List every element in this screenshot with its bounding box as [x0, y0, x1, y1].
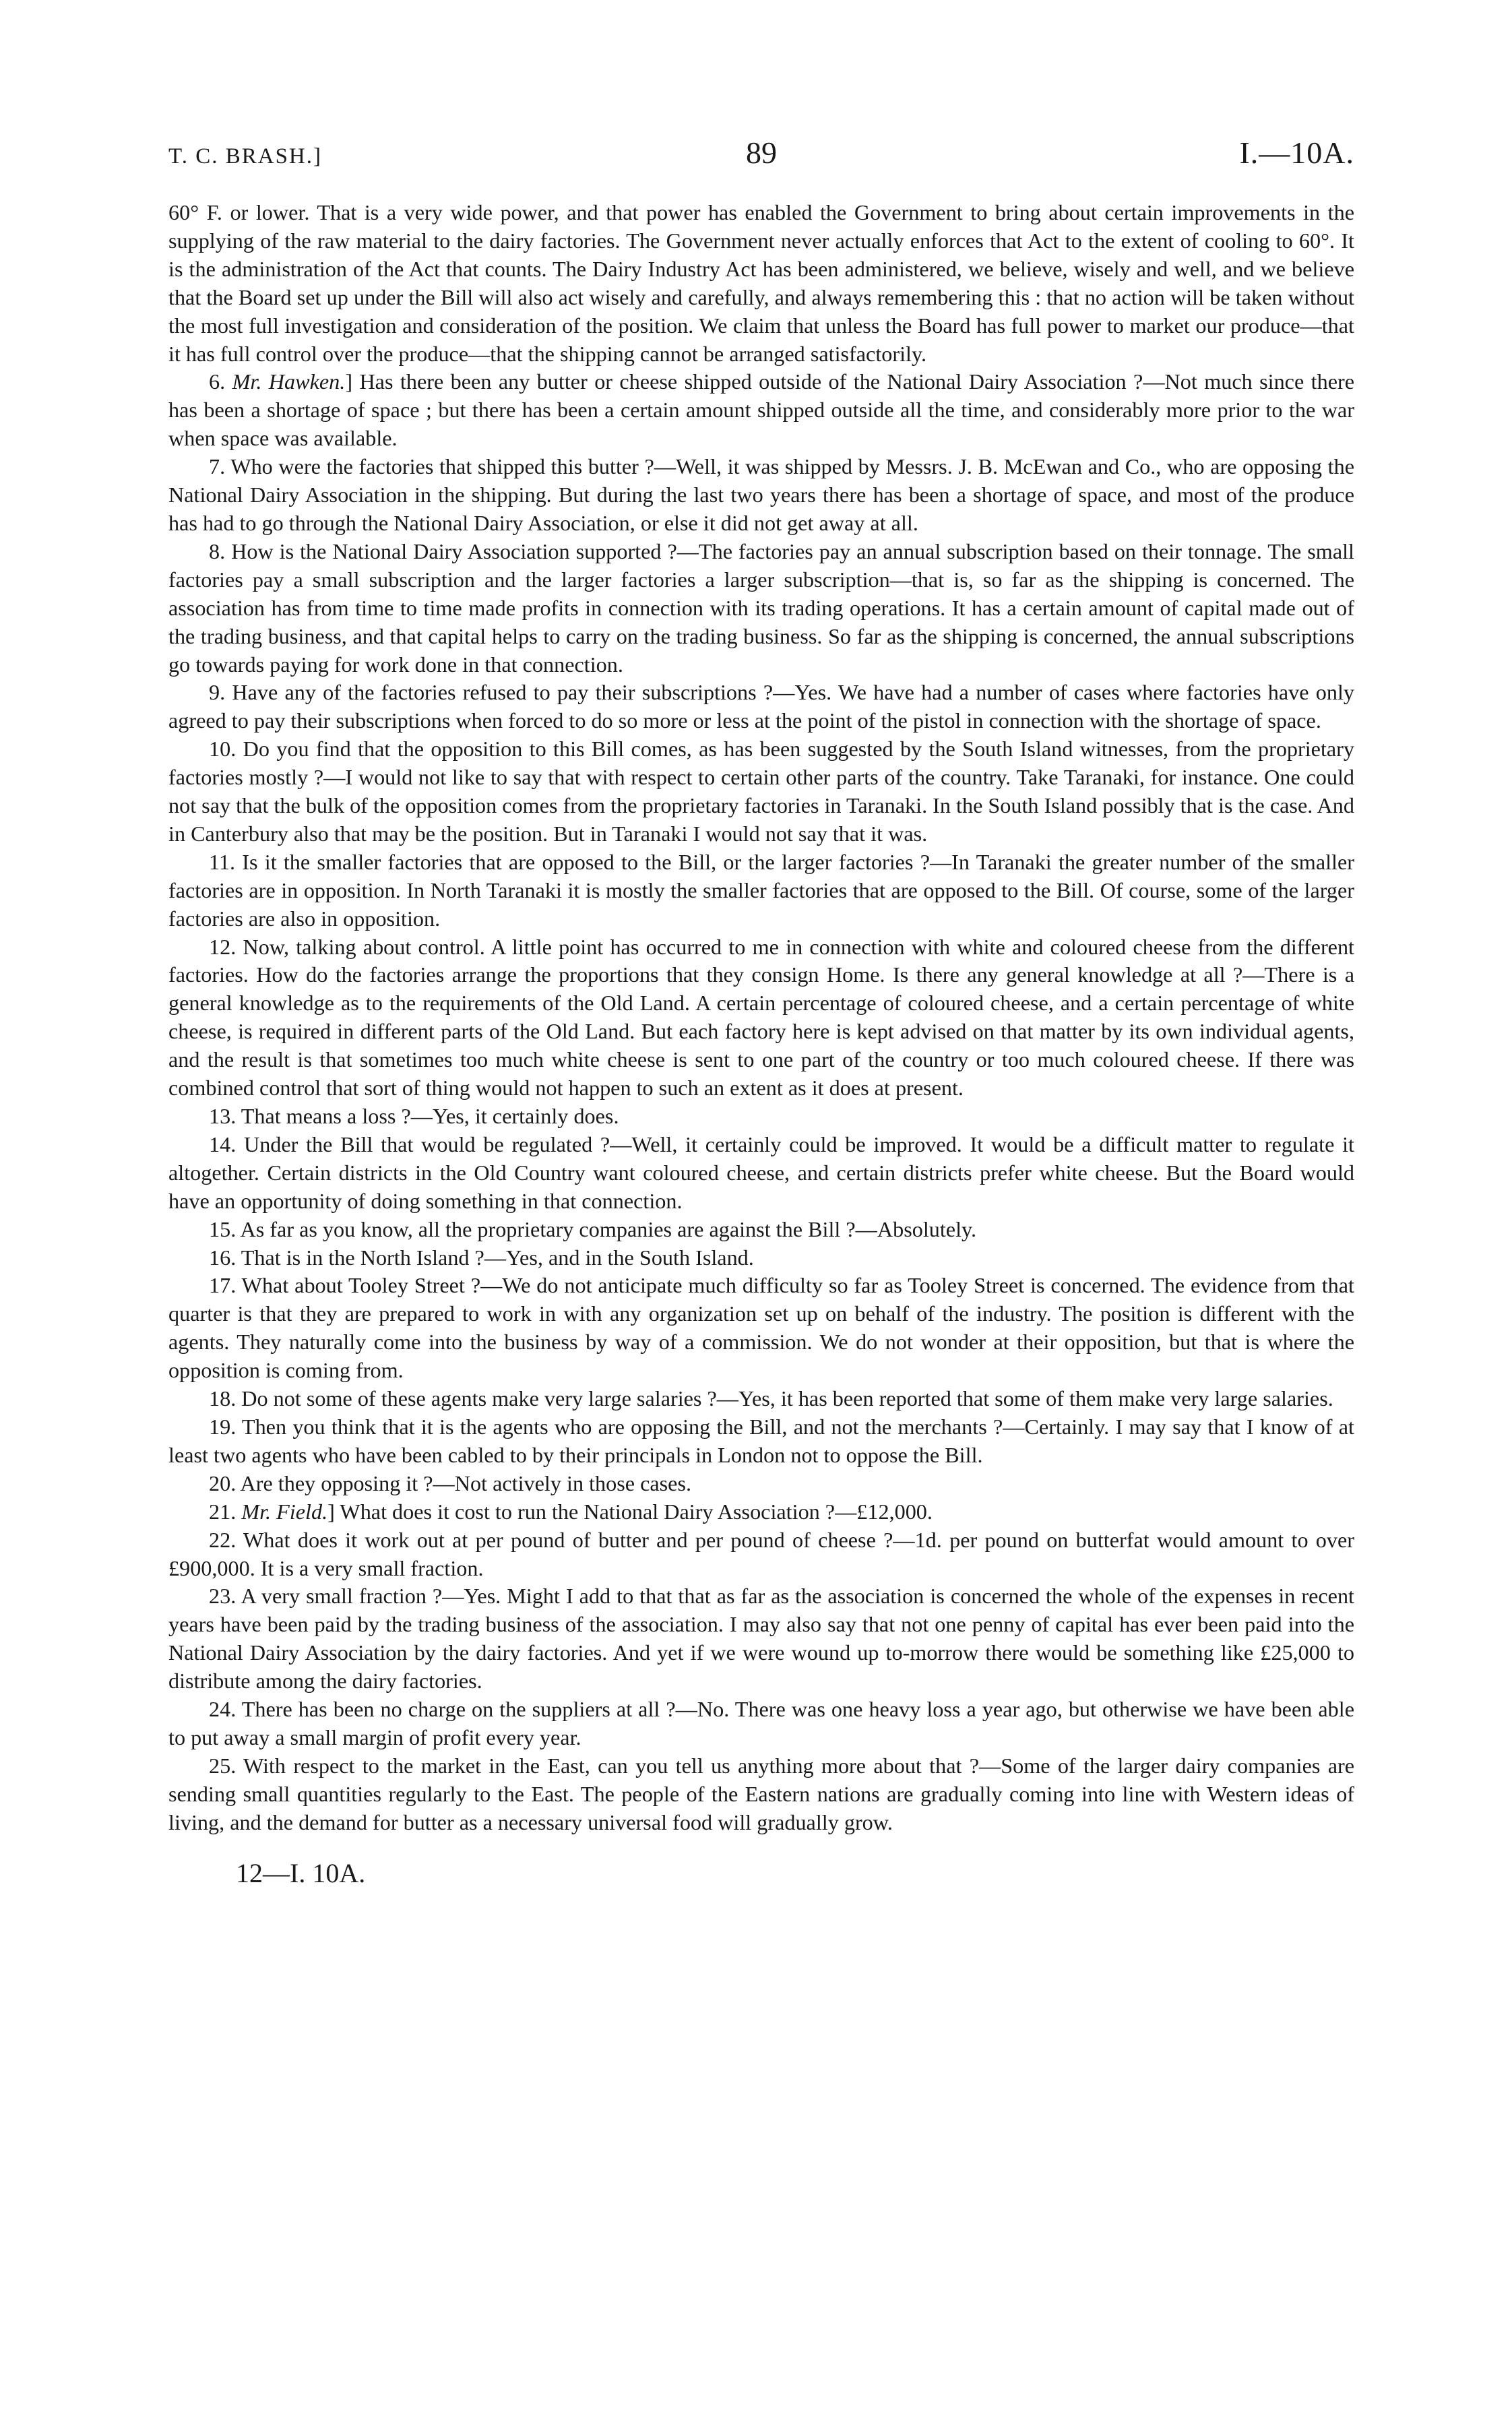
paragraph-text: Has there been any butter or cheese shipped outside of the National Dairy Association ?—Not much since there has been a shortage of space ; but there has been a certain amount shipped outside all the time, and considerably more prior to the war when space was available.	[168, 369, 1354, 451]
paragraph-text: 9. Have any of the factories refused to pay their subscriptions ?—Yes. We have had a number of cases where factories have only agreed to pay their subscriptions when forced to do so more or less at the point of the pistol in connection with the shortage of space.	[168, 680, 1354, 733]
paragraph-text: What does it cost to run the National Dairy Association ?—£12,000.	[334, 1499, 933, 1524]
paragraph	[168, 1272, 1354, 1385]
paragraph	[168, 1696, 1354, 1752]
paragraph-text: 25. With respect to the market in the East, can you tell us anything more about that ?—Some of the larger dairy companies are sending small quantities regularly to the East. The people of the Eastern nations are gradually coming into line with Western ideas of living, and the demand for butter as a necessary universal food will gradually grow.	[168, 1753, 1354, 1834]
paragraph	[168, 1216, 1354, 1244]
paragraph	[168, 848, 1354, 933]
speaker-name: Mr. Field.	[241, 1499, 328, 1524]
paragraph	[168, 1131, 1354, 1216]
question-number: 6.	[209, 369, 232, 394]
question-number: 21.	[209, 1499, 242, 1524]
paragraph	[168, 453, 1354, 538]
paragraph-text: 18. Do not some of these agents make very large salaries ?—Yes, it has been reported that some of them make very large salaries.	[209, 1386, 1333, 1411]
paragraph-text: 60° F. or lower. That is a very wide power, and that power has enabled the Government to bring about certain improvements in the supplying of the raw material to the dairy factories. The Government never actually enforces that Act to the extent of cooling to 60°. It is the administration of the Act that counts. The Dairy Industry Act has been administered, we believe, wisely and well, and we believe that the Board set up under the Bill will also act wisely and carefully, and always remembering this : that no action will be taken without the most full investigation and consideration of the position. We claim that unless the Board has full power to market our produce—that it has full control over the produce—that the shipping cannot be arranged satisfactorily.	[168, 200, 1354, 366]
paragraph-text: 13. That means a loss ?—Yes, it certainly does.	[209, 1104, 619, 1128]
document-page	[168, 135, 1354, 1889]
paragraph-text: 15. As far as you know, all the proprietary companies are against the Bill ?—Absolutely.	[209, 1216, 977, 1241]
paragraph-text: 10. Do you find that the opposition to this Bill comes, as has been suggested by the South Island witnesses, from the proprietary factories mostly ?—I would not like to say that with respect to certain other parts of the country. Take Taranaki, for instance. One could not say that the bulk of the opposition comes from the proprietary factories in Taranaki. In the South Island possibly that is the case. And in Canterbury also that may be the position. But in Taranaki I would not say that it was.	[168, 737, 1354, 846]
paragraph-text: 11. Is it the smaller factories that are opposed to the Bill, or the larger factories ?—In Taranaki the greater number of the smaller factories are in opposition. In North Taranaki it is mostly the smaller factories that are opposed to the Bill. Of course, some of the larger factories are also in opposition.	[168, 849, 1354, 931]
document-body	[168, 199, 1354, 1837]
paragraph	[168, 1582, 1354, 1696]
speaker-bracket: ]	[327, 1499, 335, 1524]
paragraph-text: 7. Who were the factories that shipped this butter ?—Well, it was shipped by Messrs. J. B. McEwan and Co., who are opposing the National Dairy Association in the shipping. But during the last two years there has been a shortage of space, and most of the produce has had to go through the National Dairy Association, or else it did not get away at all.	[168, 454, 1354, 535]
paragraph	[168, 199, 1354, 368]
speaker-bracket: ]	[345, 369, 353, 394]
paragraph-text: 17. What about Tooley Street ?—We do not anticipate much difficulty so far as Tooley Street is concerned. The evidence from that quarter is that they are prepared to work in with any organization set up on behalf of the industry. The position is different with the agents. They naturally come into the business by way of a commission. We do not wonder at their opposition, but that is where the opposition is coming from.	[168, 1273, 1354, 1383]
paragraph	[168, 368, 1354, 453]
paragraph	[168, 538, 1354, 679]
paragraph	[168, 1385, 1354, 1413]
paragraph	[168, 1413, 1354, 1470]
paragraph	[168, 1103, 1354, 1131]
paragraph-text: 12. Now, talking about control. A little point has occurred to me in connection with white and coloured cheese from the different factories. How do the factories arrange the proportions that they consign Home. Is there any general knowledge at all ?—There is a general knowledge as to the requirements of the Old Land. A certain percentage of coloured cheese, and a certain percentage of white cheese, is required in different parts of the Old Land. But each factory here is kept advised on that matter by its own individual agents, and the result is that sometimes too much white cheese is sent to one part of the country or too much coloured cheese. If there was combined control that sort of thing would not happen to such an extent as it does at present.	[168, 934, 1354, 1100]
signature-mark: 12—I. 10A.	[236, 1857, 366, 1888]
paragraph	[168, 1752, 1354, 1837]
paragraph	[168, 1498, 1354, 1526]
paragraph	[168, 679, 1354, 735]
paragraph	[168, 1244, 1354, 1272]
paragraph-text: 19. Then you think that it is the agents who are opposing the Bill, and not the merchants ?—Certainly. I may say that I know of at least two agents who have been cabled to by their principals in London not to oppose the Bill.	[168, 1414, 1354, 1467]
paragraph-text: 8. How is the National Dairy Association supported ?—The factories pay an annual subscription based on their tonnage. The small factories pay a small subscription and the larger factories a larger subscription—that is, so far as the shipping is concerned. The association has from time to time made profits in connection with its trading operations. It has a certain amount of capital made out of the trading business, and that capital helps to carry on the trading business. So far as the shipping is concerned, the annual subscriptions go towards paying for work done in that connection.	[168, 538, 1354, 677]
page-header	[168, 135, 1354, 170]
paragraph	[168, 735, 1354, 848]
paragraph-text: 14. Under the Bill that would be regulated ?—Well, it certainly could be improved. It would be a difficult matter to regulate it altogether. Certain districts in the Old Country want coloured cheese, and certain districts prefer white cheese. But the Board would have an opportunity of doing something in that connection.	[168, 1131, 1354, 1213]
paper-reference: I.—10A.	[1239, 135, 1354, 170]
paragraph	[168, 933, 1354, 1103]
page-number: 89	[746, 135, 777, 170]
paragraph-text: 16. That is in the North Island ?—Yes, and in the South Island.	[209, 1245, 754, 1270]
paragraph	[168, 1470, 1354, 1498]
paragraph	[168, 1526, 1354, 1583]
paragraph-text: 22. What does it work out at per pound of butter and per pound of cheese ?—1d. per pound on butterfat would amount to over £900,000. It is a very small fraction.	[168, 1527, 1354, 1580]
paragraph-text: 24. There has been no charge on the suppliers at all ?—No. There was one heavy loss a year ago, but otherwise we have been able to put away a small margin of profit every year.	[168, 1697, 1354, 1749]
paragraph-text: 23. A very small fraction ?—Yes. Might I add to that that as far as the association is concerned the whole of the expenses in recent years have been paid by the trading business of the association. I may also say that not one penny of capital has ever been paid into the National Dairy Association by the dairy factories. And yet if we were wound up to-morrow there would be something like £25,000 to distribute among the dairy factories.	[168, 1584, 1354, 1694]
header-witness-name: T. C. BRASH.]	[168, 144, 322, 168]
paragraph-text: 20. Are they opposing it ?—Not actively in those cases.	[209, 1470, 692, 1495]
speaker-name: Mr. Hawken.	[232, 369, 346, 394]
